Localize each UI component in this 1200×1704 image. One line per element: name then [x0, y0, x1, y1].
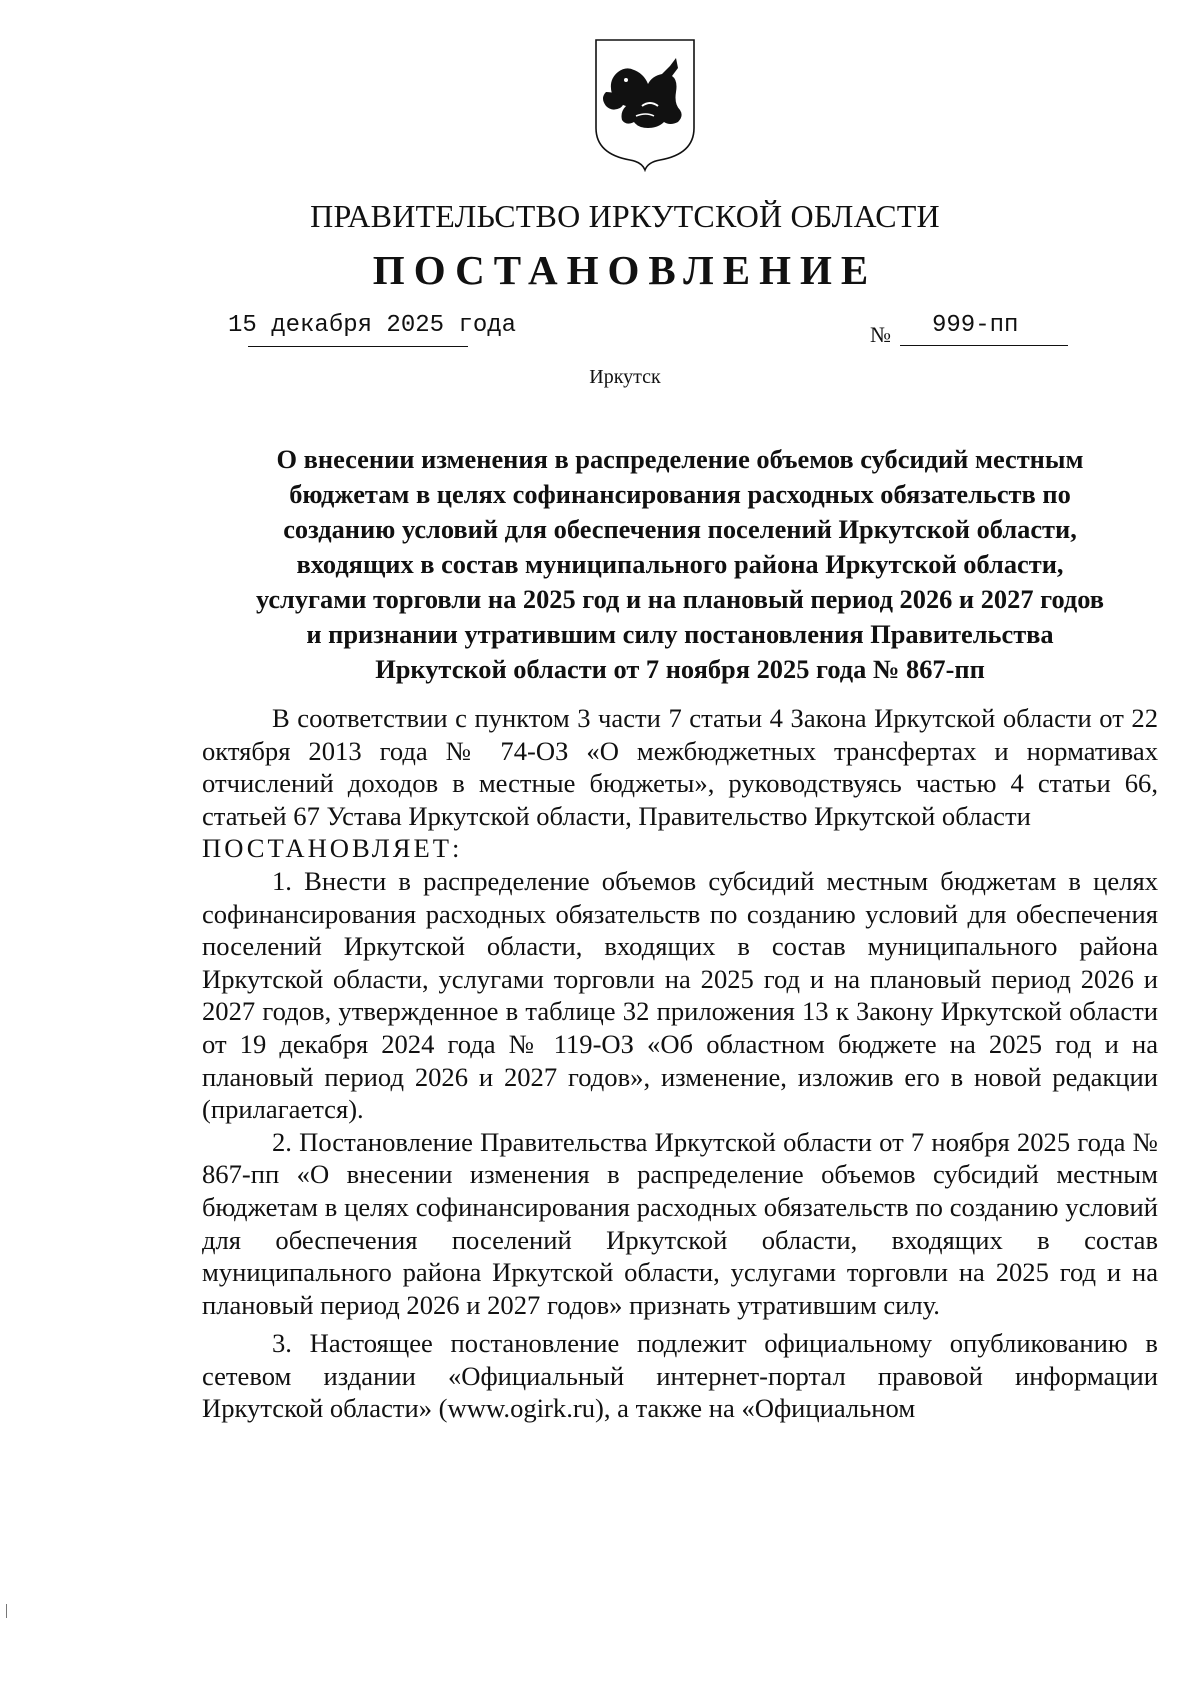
title-line: бюджетам в целях софинансирования расходных обязательств по [289, 479, 1071, 509]
document-type: ПОСТАНОВЛЕНИЕ [372, 247, 878, 293]
government-name: ПРАВИТЕЛЬСТВО ИРКУТСКОЙ ОБЛАСТИ [310, 198, 940, 234]
document-body [202, 702, 1158, 1425]
document-number: 999-пп [932, 312, 1019, 339]
document-date: 15 декабря 2025 года [228, 312, 517, 339]
number-sign: № [870, 322, 891, 347]
title-line: и признании утратившим силу постановления Правительства [306, 619, 1054, 649]
title-line: О внесении изменения в распределение объемов субсидий местным [276, 444, 1084, 474]
preamble-paragraph: В соответствии с пунктом 3 части 7 статьи 4 Закона Иркутской области от 22 октября 2013 года № 74-ОЗ «О межбюджетных трансфертах и нормативах отчислений доходов в местные бюджеты», руководствуясь частью 4 статьи 66, статьей 67 Устава Иркутской области, Правительство Иркутской области [202, 703, 1158, 831]
title-line: Иркутской области от 7 ноября 2025 года № 867-пп [375, 654, 985, 684]
coat-of-arms-icon [592, 36, 698, 172]
title-line: созданию условий для обеспечения поселений Иркутской области, [283, 514, 1077, 544]
number-underline [900, 345, 1068, 346]
title-line: услугами торговли на 2025 год и на плановый период 2026 и 2027 годов [255, 584, 1105, 614]
date-underline [248, 346, 468, 347]
item-1-paragraph: 1. Внести в распределение объемов субсидий местным бюджетам в целях софинансирования расходных обязательств по созданию условий для обеспечения поселений Иркутской области, входящих в состав муниципального района Иркутской области, услугами торговли на 2025 год и на плановый период 2026 и 2027 годов, утвержденное в таблице 32 приложения 13 к Закону Иркутской области от 19 декабря 2024 года № 119-ОЗ «Об областном бюджете на 2025 год и на плановый период 2026 и 2027 годов», изменение, изложив его в новой редакции (прилагается). [202, 865, 1158, 1125]
scan-edge-mark [6, 1604, 7, 1618]
document-title [200, 442, 1160, 687]
document-city: Иркутск [589, 366, 661, 388]
title-line: входящих в состав муниципального района Иркутской области, [296, 549, 1064, 579]
item-2-paragraph: 2. Постановление Правительства Иркутской области от 7 ноября 2025 года № 867-пп «О внесении изменения в распределение объемов субсидий местным бюджетам в целях софинансирования расходных обязательств по созданию условий для обеспечения поселений Иркутской области, входящих в состав муниципального района Иркутской области, услугами торговли на 2025 год и на плановый период 2026 и 2027 годов» признать утратившим силу. [202, 1126, 1158, 1320]
ruling-heading: ПОСТАНОВЛЯЕТ: [202, 833, 463, 864]
item-3-paragraph: 3. Настоящее постановление подлежит официальному опубликованию в сетевом издании «Официальный интернет-портал правовой информации Иркутской области» (www.ogirk.ru), а также на «Официальном [202, 1328, 1158, 1424]
